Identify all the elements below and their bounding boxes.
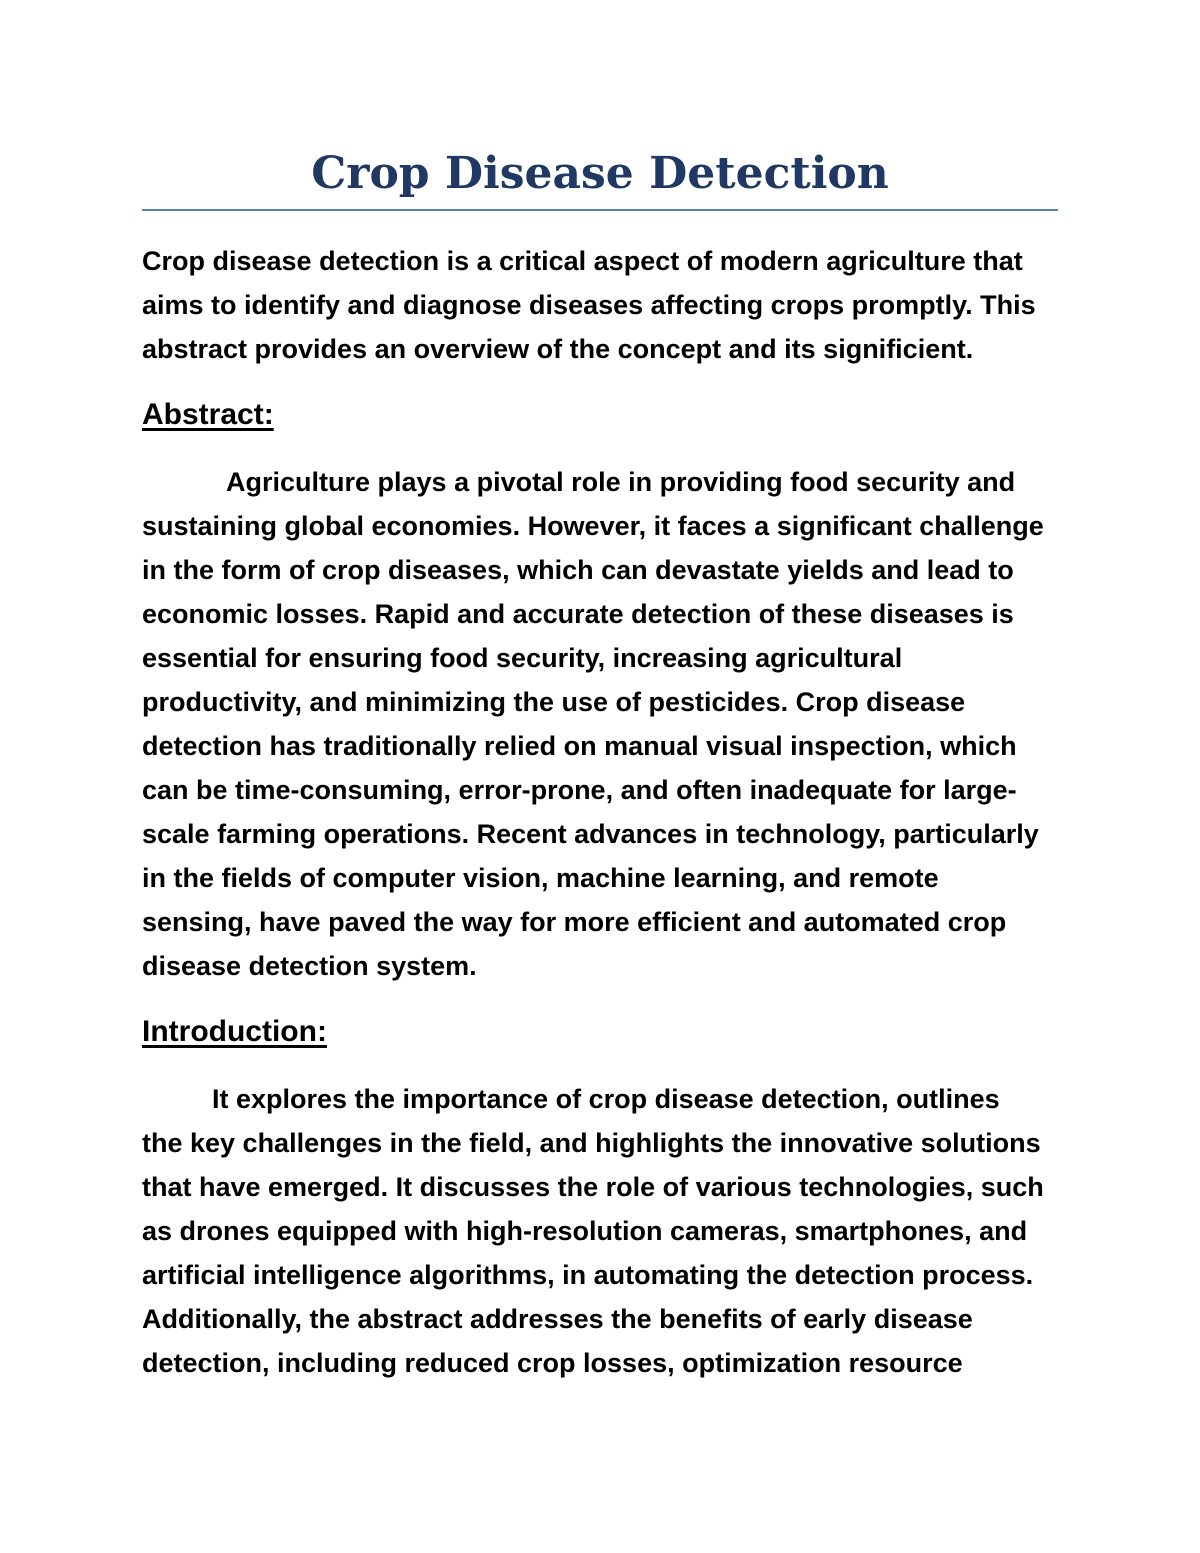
paragraph-line: It explores the importance of crop disease detection, outlines <box>212 1084 1000 1114</box>
introduction-paragraph <box>142 1077 1052 1385</box>
paragraph-line: detection, including reduced crop losses, optimization resource <box>142 1348 963 1378</box>
paragraph-line: in the fields of computer vision, machine learning, and remote <box>142 863 939 893</box>
paragraph-line: productivity, and minimizing the use of pesticides. Crop disease <box>142 687 966 717</box>
paragraph-line: essential for ensuring food security, increasing agricultural <box>142 643 903 673</box>
paragraph-line: as drones equipped with high-resolution cameras, smartphones, and <box>142 1216 1028 1246</box>
paragraph-line: scale farming operations. Recent advances in technology, particularly <box>142 819 1039 849</box>
paragraph-line: the key challenges in the field, and highlights the innovative solutions <box>142 1128 1041 1158</box>
paragraph-line: can be time-consuming, error-prone, and often inadequate for large- <box>142 775 1017 805</box>
section-heading-abstract: Abstract: <box>142 398 274 431</box>
document-title: Crop Disease Detection <box>311 148 889 199</box>
paragraph-line: Agriculture plays a pivotal role in providing food security and <box>226 467 1016 497</box>
title-divider <box>142 209 1058 211</box>
paragraph-line: that have emerged. It discusses the role of various technologies, such <box>142 1172 1044 1202</box>
abstract-paragraph <box>142 460 1052 988</box>
paragraph-line: Additionally, the abstract addresses the benefits of early disease <box>142 1304 973 1334</box>
paragraph-line: disease detection system. <box>142 951 477 981</box>
intro-paragraph <box>142 239 1052 371</box>
paragraph-line: artificial intelligence algorithms, in automating the detection process. <box>142 1260 1034 1290</box>
paragraph-line: economic losses. Rapid and accurate detection of these diseases is <box>142 599 1014 629</box>
paragraph-line: detection has traditionally relied on manual visual inspection, which <box>142 731 1017 761</box>
paragraph-line: aims to identify and diagnose diseases affecting crops promptly. This <box>142 290 1036 320</box>
paragraph-line: in the form of crop diseases, which can devastate yields and lead to <box>142 555 1014 585</box>
paragraph-line: sustaining global economies. However, it faces a significant challenge <box>142 511 1044 541</box>
paragraph-line: abstract provides an overview of the concept and its significient. <box>142 334 974 364</box>
section-heading-introduction: Introduction: <box>142 1015 327 1048</box>
paragraph-line: Crop disease detection is a critical aspect of modern agriculture that <box>142 246 1023 276</box>
paragraph-line: sensing, have paved the way for more efficient and automated crop <box>142 907 1007 937</box>
